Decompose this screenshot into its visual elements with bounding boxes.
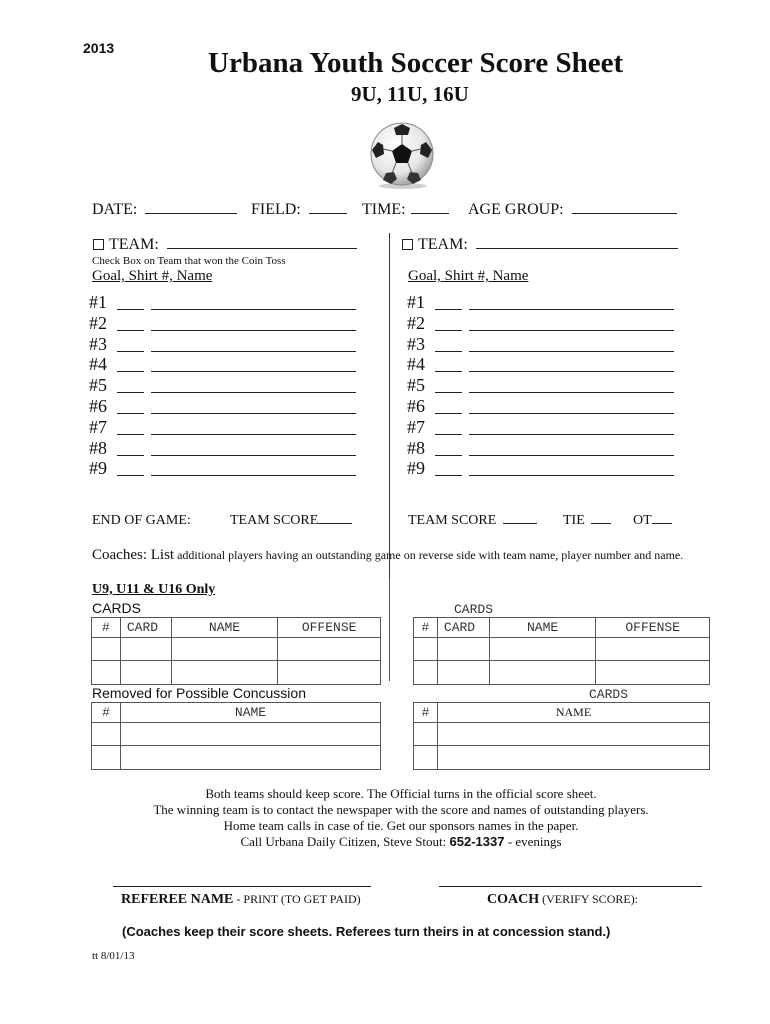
- player-row: [89, 458, 379, 479]
- player-number-label: #1: [89, 292, 107, 312]
- col-hash: #: [414, 703, 438, 723]
- col-name: NAME: [438, 703, 710, 723]
- cell[interactable]: [92, 638, 121, 661]
- table-row: [92, 661, 381, 685]
- players-header-right: Goal, Shirt #, Name: [408, 268, 529, 284]
- field-field[interactable]: [309, 213, 347, 214]
- shirt-number-field-left[interactable]: [117, 413, 144, 414]
- referee-name-note: - PRINT (TO GET PAID): [233, 892, 361, 906]
- player-row: [407, 375, 697, 396]
- player-number-label: #8: [407, 437, 425, 458]
- referee-name-label: REFEREE NAME: [121, 892, 234, 907]
- col-offense: OFFENSE: [596, 618, 710, 638]
- player-number-label: #9: [407, 458, 425, 479]
- shirt-number-field-left[interactable]: [117, 475, 144, 476]
- player-name-field-right[interactable]: [469, 392, 674, 393]
- cell[interactable]: [92, 723, 121, 746]
- referee-signature-line[interactable]: [113, 886, 371, 887]
- checkbox-icon[interactable]: [93, 239, 104, 250]
- cell[interactable]: [92, 746, 121, 770]
- team-score-field-left[interactable]: [318, 523, 352, 524]
- page-subtitle: 9U, 11U, 16U: [351, 82, 469, 106]
- player-number-label: #4: [89, 354, 107, 375]
- time-field[interactable]: [411, 213, 449, 214]
- player-name-field-right[interactable]: [469, 413, 674, 414]
- soccer-ball-icon: [366, 118, 438, 190]
- table-row: [414, 661, 710, 685]
- shirt-number-field-right[interactable]: [435, 371, 462, 372]
- col-hash: #: [414, 618, 438, 638]
- player-row: [407, 334, 697, 355]
- players-header-left: Goal, Shirt #, Name: [92, 268, 213, 284]
- player-row: [89, 417, 379, 438]
- cell[interactable]: [414, 723, 438, 746]
- shirt-number-field-left[interactable]: [117, 371, 144, 372]
- player-row: [89, 375, 379, 396]
- player-number-label: #1: [407, 292, 425, 312]
- col-card: CARD: [437, 618, 489, 638]
- player-name-field-right[interactable]: [469, 371, 674, 372]
- cell[interactable]: [438, 746, 710, 770]
- tie-label: TIE: [563, 513, 585, 528]
- player-name-field-right[interactable]: [469, 330, 674, 331]
- cell[interactable]: [278, 638, 381, 661]
- instruction-line-3: Home team calls in case of tie. Get our sponsors names in the paper.: [223, 818, 579, 833]
- col-card: CARD: [120, 618, 171, 638]
- cell[interactable]: [121, 723, 381, 746]
- player-name-field-right[interactable]: [469, 434, 674, 435]
- cell[interactable]: [278, 661, 381, 685]
- table-row: [414, 746, 710, 770]
- cell[interactable]: [92, 661, 121, 685]
- shirt-number-field-left[interactable]: [117, 309, 144, 310]
- cell[interactable]: [437, 638, 489, 661]
- page-title: Urbana Youth Soccer Score Sheet: [208, 47, 624, 79]
- cell[interactable]: [414, 661, 438, 685]
- player-name-field-left[interactable]: [151, 455, 356, 456]
- age-group-field[interactable]: [572, 213, 677, 214]
- player-name-field-right[interactable]: [469, 351, 674, 352]
- cell[interactable]: [171, 661, 278, 685]
- cell[interactable]: [414, 746, 438, 770]
- cell[interactable]: [596, 638, 710, 661]
- team-score-label-left: TEAM SCORE: [230, 513, 319, 528]
- player-name-field-left[interactable]: [151, 413, 356, 414]
- instruction-line-1: Both teams should keep score. The Official turns in the official score sheet.: [205, 786, 597, 801]
- cell[interactable]: [120, 661, 171, 685]
- player-number-label: #6: [407, 396, 425, 416]
- age-group-label: AGE GROUP:: [468, 201, 564, 218]
- concussion-table-left: [91, 702, 381, 770]
- coaches-note-rest: additional players having an outstanding game on reverse side with team name, player number and name.: [174, 548, 684, 562]
- coaches-note-lead: Coaches: List: [92, 547, 175, 563]
- player-number-label: #6: [89, 396, 107, 416]
- concussion-label: Removed for Possible Concussion: [92, 685, 306, 701]
- field-label: FIELD:: [251, 201, 301, 218]
- player-number-label: #9: [89, 458, 107, 479]
- ot-label: OT: [633, 513, 652, 528]
- player-row: [407, 292, 697, 313]
- table-row: [92, 746, 381, 770]
- team-name-field-left[interactable]: [167, 248, 357, 249]
- shirt-number-field-left[interactable]: [117, 392, 144, 393]
- player-row: [89, 334, 379, 355]
- cell[interactable]: [437, 661, 489, 685]
- ot-field[interactable]: [652, 523, 672, 524]
- player-name-field-left[interactable]: [151, 330, 356, 331]
- cell[interactable]: [438, 723, 710, 746]
- shirt-number-field-right[interactable]: [435, 392, 462, 393]
- cards-table-left: [91, 617, 381, 685]
- team-label-right: TEAM:: [418, 236, 468, 253]
- center-divider: [389, 233, 390, 589]
- player-number-label: #2: [407, 312, 425, 333]
- instruction-line-2: The winning team is to contact the newspaper with the score and names of outstanding players.: [153, 802, 649, 817]
- player-row: [407, 417, 697, 438]
- player-name-field-right[interactable]: [469, 475, 674, 476]
- instruction-line-4: [0, 834, 770, 850]
- shirt-number-field-right[interactable]: [435, 434, 462, 435]
- player-row: [407, 396, 697, 417]
- table-row: [414, 723, 710, 746]
- table-row: [414, 638, 710, 661]
- team-label-left: TEAM:: [109, 236, 159, 253]
- shirt-number-field-right[interactable]: [435, 413, 462, 414]
- shirt-number-field-right[interactable]: [435, 309, 462, 310]
- footer-note: (Coaches keep their score sheets. Referees turn theirs in at concession stand.): [122, 924, 611, 939]
- team-score-label-right: TEAM SCORE: [408, 513, 497, 528]
- coach-signature-line[interactable]: [439, 886, 702, 887]
- table-row: [92, 638, 381, 661]
- coach-note: (VERIFY SCORE):: [539, 892, 639, 906]
- year-label: 2013: [83, 40, 115, 56]
- col-name: NAME: [489, 618, 596, 638]
- player-row: [407, 313, 697, 334]
- player-number-label: #8: [89, 437, 107, 458]
- team-score-field-right[interactable]: [503, 523, 537, 524]
- instructions-block: [0, 786, 770, 850]
- player-number-label: #2: [89, 312, 107, 333]
- cards-table-right: [413, 617, 710, 685]
- player-number-label: #4: [407, 354, 425, 375]
- player-row: [89, 438, 379, 459]
- shirt-number-field-right[interactable]: [435, 475, 462, 476]
- player-row: [89, 354, 379, 375]
- player-row: [407, 458, 697, 479]
- player-name-field-left[interactable]: [151, 392, 356, 393]
- player-row: [89, 313, 379, 334]
- player-row: [89, 396, 379, 417]
- col-name: NAME: [121, 703, 381, 723]
- player-row: [89, 292, 379, 313]
- date-field[interactable]: [145, 213, 237, 214]
- shirt-number-field-right[interactable]: [435, 330, 462, 331]
- col-name: NAME: [171, 618, 278, 638]
- instruction-line-4-suffix: - evenings: [504, 834, 562, 849]
- shirt-number-field-left[interactable]: [117, 330, 144, 331]
- concussion-table-right: [413, 702, 710, 770]
- player-number-label: #7: [89, 416, 107, 437]
- col-hash: #: [92, 703, 121, 723]
- player-row: [407, 354, 697, 375]
- shirt-number-field-left[interactable]: [117, 351, 144, 352]
- end-of-game-label: END OF GAME:: [92, 513, 191, 528]
- cards-heading: U9, U11 & U16 Only: [92, 582, 216, 597]
- cell[interactable]: [489, 661, 596, 685]
- phone-number: 652-1337: [449, 834, 505, 849]
- cards-label-left: CARDS: [92, 600, 142, 616]
- col-hash: #: [92, 618, 121, 638]
- player-row: [407, 438, 697, 459]
- concussion-cards-label-right: CARDS: [589, 687, 629, 702]
- date-label: DATE:: [92, 201, 138, 218]
- player-number-label: #3: [89, 333, 107, 354]
- coin-toss-note: Check Box on Team that won the Coin Toss: [92, 255, 286, 267]
- player-name-field-right[interactable]: [469, 455, 674, 456]
- cell[interactable]: [596, 661, 710, 685]
- player-name-field-left[interactable]: [151, 434, 356, 435]
- player-name-field-right[interactable]: [469, 309, 674, 310]
- coach-label: COACH: [487, 892, 540, 907]
- instruction-line-4-prefix: Call Urbana Daily Citizen, Steve Stout:: [240, 834, 450, 849]
- time-label: TIME:: [362, 201, 406, 218]
- cell[interactable]: [171, 638, 278, 661]
- checkbox-icon[interactable]: [402, 239, 413, 250]
- shirt-number-field-right[interactable]: [435, 455, 462, 456]
- player-number-label: #3: [407, 333, 425, 354]
- cell[interactable]: [120, 638, 171, 661]
- player-name-field-left[interactable]: [151, 475, 356, 476]
- table-row: [92, 723, 381, 746]
- player-number-label: #5: [407, 375, 425, 396]
- cell[interactable]: [414, 638, 438, 661]
- version-label: tt 8/01/13: [92, 950, 135, 962]
- shirt-number-field-left[interactable]: [117, 455, 144, 456]
- center-divider-lower: [389, 578, 390, 681]
- shirt-number-field-left[interactable]: [117, 434, 144, 435]
- cards-label-right: CARDS: [454, 602, 494, 617]
- team-name-field-right[interactable]: [476, 248, 678, 249]
- player-name-field-left[interactable]: [151, 371, 356, 372]
- player-number-label: #5: [89, 375, 107, 396]
- col-offense: OFFENSE: [278, 618, 381, 638]
- tie-field[interactable]: [591, 523, 611, 524]
- cell[interactable]: [121, 746, 381, 770]
- player-name-field-left[interactable]: [151, 351, 356, 352]
- player-name-field-left[interactable]: [151, 309, 356, 310]
- cell[interactable]: [489, 638, 596, 661]
- player-number-label: #7: [407, 416, 425, 437]
- shirt-number-field-right[interactable]: [435, 351, 462, 352]
